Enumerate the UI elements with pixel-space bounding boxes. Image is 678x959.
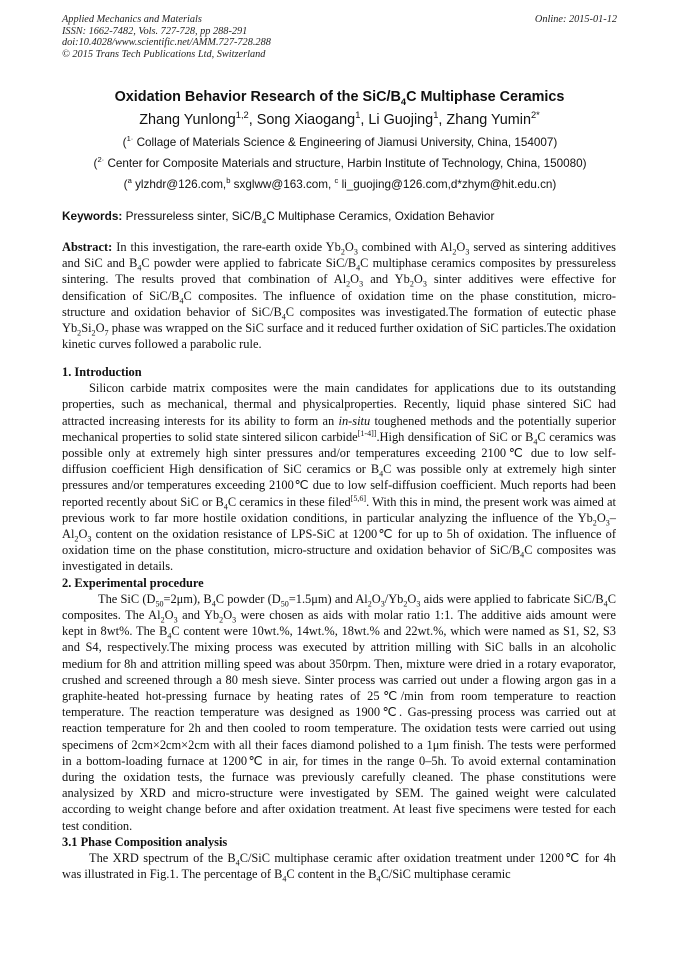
affiliation-2: ($^{2\cdot}$ Center for Composite Materials and structure, Harbin Institute of Technology, China, 150080) xyxy=(93,155,587,170)
section-heading: 3.1 Phase Composition analysis xyxy=(62,834,228,849)
author-name: Song Xiaogang xyxy=(256,112,356,128)
keywords-line: Keywords: Pressureless sinter, SiC/$B_4C$ Multiphase Ceramics, Oxidation Behavior xyxy=(62,209,495,226)
journal-header xyxy=(62,14,617,60)
journal-name: Applied Mechanics and Materials xyxy=(62,14,202,25)
copyright-line: © 2015 Trans Tech Publications Ltd, Switzerland xyxy=(62,48,266,60)
section-heading: 2. Experimental procedure xyxy=(62,575,204,590)
affiliation-1: ($^{1\cdot}$ Collage of Materials Science & Engineering of Jiamusi University, China, 154007) xyxy=(122,134,558,149)
abstract-label: Abstract: xyxy=(62,240,113,254)
email-list: ($^a$ ylzhdr@126.com,$^b$ sxglww@163.com, $^c$ li_guojing@126.com,d*zhym@hit.edu.cn) xyxy=(123,176,557,191)
issn-line: ISSN: 1662-7482, Vols. 727-728, pp 288-291 xyxy=(62,25,248,37)
main-body xyxy=(62,364,616,883)
doi-line: doi:10.4028/www.scientific.net/AMM.727-728.288 xyxy=(62,37,271,49)
body-paragraph: The XRD spectrum of the $B_4C$/SiC multiphase ceramic after oxidation treatment under 1200℃ for 4h was illustrated in Fig.1. The percentage of $B_4C$ content in the $B_4C$/SiC multiphase ceramic xyxy=(62,851,616,884)
keywords-label: Keywords: xyxy=(62,209,123,223)
author-list: Zhang Yunlong$^{1,2}$, Song Xiaogang$^1$, Li Guojing$^1$, Zhang Yumin$^{2*}$ xyxy=(139,110,540,128)
author-name: Li Guojing xyxy=(368,112,434,128)
abstract-paragraph: Abstract: In this investigation, the rare-earth oxide $Yb_2O_3$ combined with $Al_2O_3$ served as sintering additives and SiC and $B_4C$ powder were applied to fabricate SiC/$B_4C$ multiphase ceramics composites by pressureless sintering. The results proved that combination of $Al_2O_3$ and $Yb_2O_3$ sinter additives were effective for densification of SiC/$B_4C$ composites. The influence of oxidation time on the phase constitution, micro-structure and oxidation behavior of SiC/$B_4C$ composites was investigated.The formation of eutectic phase $Yb_2Si_2O_7$ phase was wrapped on the SiC surface and it reduced further oxidation of SiC particles.The oxidation kinetic curves followed a parabolic rule. xyxy=(62,240,617,352)
body-paragraph: The SiC $(D_{50}=2\mu m)$, $B_4C$ powder $(D_{50}=1.5\mu m)$ and $Al_2O_3/Yb_2O_3$ aids were applied to fabricate SiC/$B_4C$ composites. The $Al_2O_3$ and $Yb_2O_3$ were chosen as aids with molar ratio 1:1. The additive aids amount were kept in 8wt%. The $B_4C$ content were 10wt.%, 14wt.%, 18wt.% and 22wt.%, which were named as S1, S2, S3 and S4, respectively.The mixing process was executed by attrition milling with SiC balls in an alcoholic medium for 8h and attrition milling speed was about 350rpm. Then, mixture were dried in a rotary evaporator, crushed and screened through a 80 mesh sieve. Sinter process was carried out under a flowing argon gas in a graphite-heated hot-pressing furnace by heating rates of 25℃/min from room temperature to reaction temperature. The reaction temperature was designed as 1900℃. Gas-pressing process was carried out at reaction temperature for 2h and then cooled to room temperature. The oxidation tests were carried out using specimens of 2cm×2cm×2cm with all their faces diamond polished to a 1μm finish. The tests were performed in a bottom-loading furnace at 1200℃ in air, for times in the range 0–5h. To avoid external contamination during the oxidation tests, the furnace was previously carefully cleaned. The phase constitutions were analysized by XRD and micro-structure were investigated by SEM. The gained weight were calculated according to weight change before and after oxidation treatment. At least five specimens were tested for each test condition. xyxy=(62,591,617,833)
section-heading: 1. Introduction xyxy=(62,365,142,379)
paper-title: Oxidation Behavior Research of the SiC/$B_4C$ Multiphase Ceramics xyxy=(114,89,565,107)
author-name: Zhang Yumin xyxy=(446,112,531,128)
author-name: Zhang Yunlong xyxy=(139,112,236,128)
body-paragraph: Silicon carbide matrix composites were the main candidates for applications due to its outstanding properties, such as mechanical, thermal and physicalproperties. Recently, liquid phase sintered SiC had attracted increasing interests for its ability to form an in-situ toughened methods and the potentially superior mechanical properties to solid state sintered silicon carbide[1-4]].High densification of SiC or $B_4C$ ceramics was possible only at extremely high sinter pressures and/or temperatures exceeding 2100℃ due to low self-diffusion coefficient High densification of SiC ceramics or $B_4C$ was possible only at extremely high sinter pressures and/or temperatures exceeding 2100℃ due to low self-diffusion coefficient. Much reports had been reported recently about SiC or $B_4C$ ceramics in these filed[5,6]. With this in mind, the present work was aimed at previous work to far more hostile oxidation conditions, in particular analyzing the influence of the $Yb_2O_3-Al_2O_3$ content on the oxidation resistance of LPS-SiC at 1200℃ for up to 5h of oxidation. The influence of oxidation time on the phase constitution, micro-structure and oxidation behavior of SiC/$B_4C$ composites was investigated in details. xyxy=(62,381,617,574)
online-date: Online: 2015-01-12 xyxy=(534,14,617,25)
